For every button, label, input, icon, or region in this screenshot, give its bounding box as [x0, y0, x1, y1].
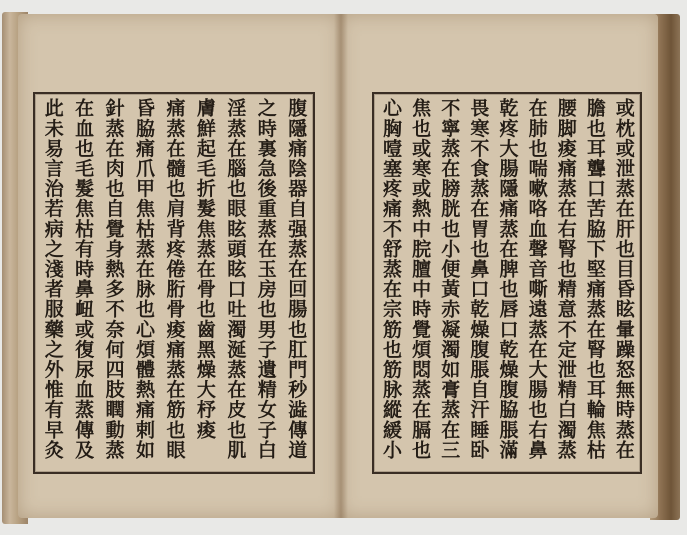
text-column: 昏脇痛爪甲焦枯蒸在脉也心煩體熱痛剌如	[133, 98, 156, 460]
text-column: 在肺也喘嗽咯血聲音嘶遠蒸在大腸也右鼻	[525, 98, 548, 460]
text-column: 不寧蒸在膀胱也小便黃赤凝濁如膏蒸在三	[438, 98, 461, 460]
text-column: 之時裏急後重蒸在玉房也男子遺精女子白	[254, 98, 277, 460]
text-column: 焦也或寒或熱中脘膻中時覺煩悶蒸在膈也	[409, 98, 432, 460]
right-text-frame	[372, 92, 642, 474]
text-column: 心胸噎塞疼痛不舒蒸在宗筋也筋脉縱緩小	[380, 98, 403, 460]
text-column: 膽也耳聾口苦脇下堅痛蒸在腎也耳輪焦枯	[583, 98, 606, 460]
text-column: 腹隱痛陰器自强蒸在回腸也肛門秒澁傳道	[285, 98, 308, 460]
text-column: 乾疼大腸隱痛蒸在脾也唇口乾燥腹脇脹滿	[496, 98, 519, 460]
left-text-block	[35, 94, 313, 472]
right-text-block	[374, 94, 640, 472]
text-column: 在血也毛髮焦枯有時鼻衄或復尿血蒸傳及	[72, 98, 95, 460]
text-column: 腰脚痠痛蒸在右腎也精意不定泄精白濁蒸	[554, 98, 577, 460]
left-text-frame	[33, 92, 315, 474]
book-gutter	[334, 14, 348, 518]
text-column: 淫蒸在腦也眼眩頭眩口吐濁涎蒸在皮也肌	[224, 98, 247, 460]
text-column: 針蒸在肉也自覺身熱多不奈何四肢瞤動蒸	[102, 98, 125, 460]
text-column: 畏寒不食蒸在胃也鼻口乾燥腹脹自汗睡卧	[467, 98, 490, 460]
text-column: 此未易言治若病之淺者服藥之外惟有早灸	[41, 98, 64, 460]
text-column: 膚鮮起毛折髮焦蒸在骨也齒黑燥大杼痠	[193, 98, 216, 440]
text-column: 或枕或泄蒸在肝也目昏眩暈躁怒無時蒸在	[612, 98, 635, 460]
text-column: 痛蒸在髓也肩背疼倦胻骨痠痛蒸在筋也眼	[163, 98, 186, 460]
